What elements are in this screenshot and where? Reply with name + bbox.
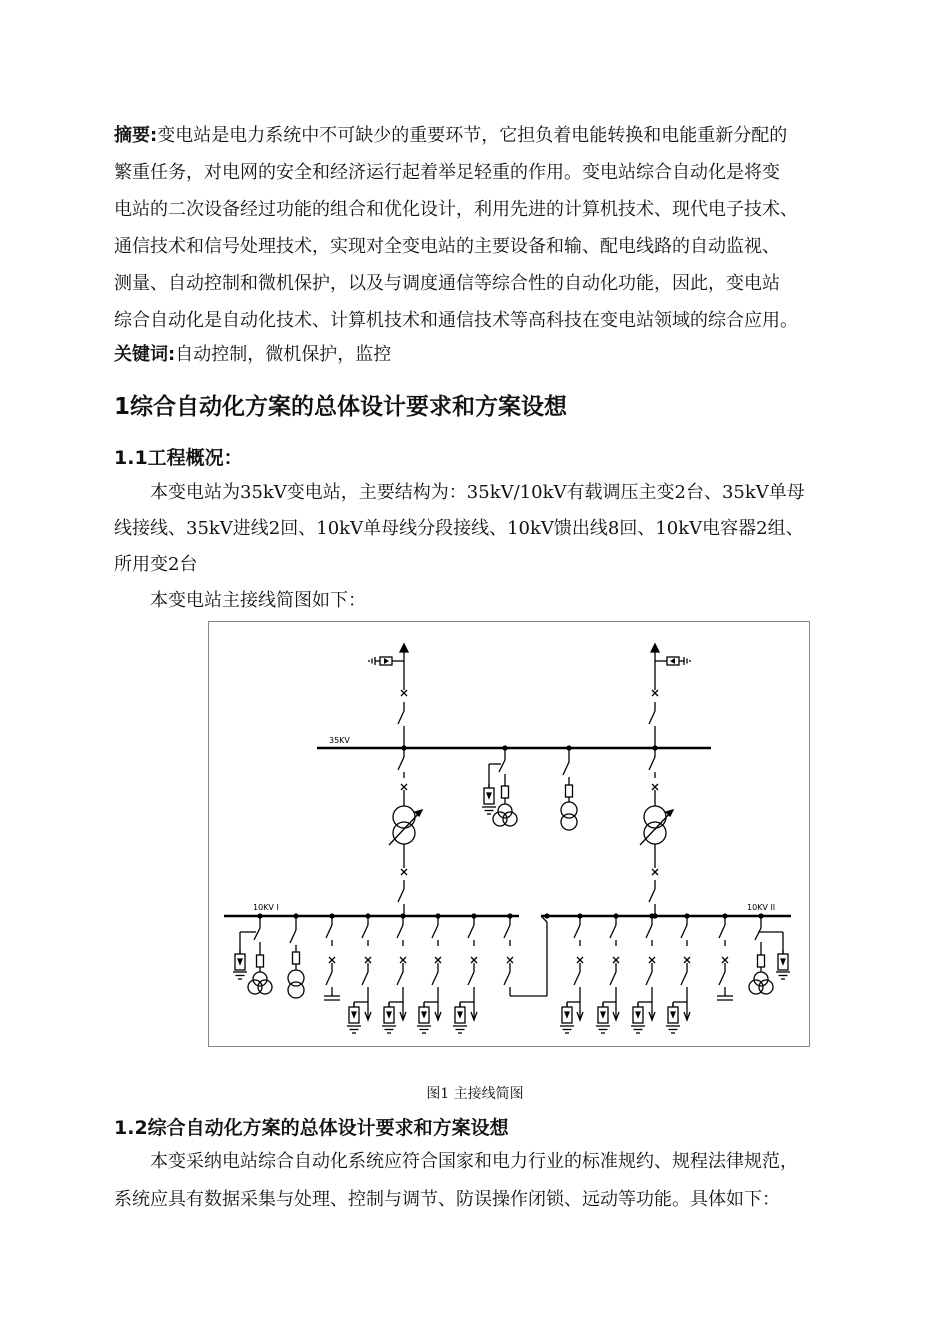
feeder-2 bbox=[382, 916, 406, 1033]
station-transformer-10kv-1 bbox=[288, 916, 304, 998]
abstract bbox=[114, 117, 844, 339]
abstract-label: 摘要: bbox=[114, 125, 158, 146]
label-10kv-1: 10KV I bbox=[253, 903, 279, 912]
body-line: 本变采纳电站综合自动化系统应符合国家和电力行业的标准规约、规程法律规范， bbox=[150, 1151, 798, 1172]
feeder-6 bbox=[596, 916, 619, 1033]
abstract-line: 摘要:变电站是电力系统中不可缺少的重要环节，它担负着电能转换和电能重新分配的 bbox=[114, 125, 788, 146]
pt-35kv bbox=[482, 748, 517, 826]
diagram-intro: 本变电站主接线简图如下： bbox=[150, 590, 366, 611]
body-line: 所用变2台 bbox=[114, 554, 198, 575]
section-1-2-body bbox=[114, 1143, 844, 1219]
body-line: 本变电站为35kV变电站，主要结构为：35kV/10kV有载调压主变2台、35kV单母 bbox=[150, 482, 805, 503]
keywords bbox=[114, 340, 844, 370]
incoming-line-2 bbox=[649, 644, 690, 748]
section-1-1-body bbox=[114, 475, 844, 619]
incoming-line-1 bbox=[369, 644, 408, 748]
section-1-1-title: 1.1工程概况： bbox=[114, 447, 243, 469]
section-1-title: 1综合自动化方案的总体设计要求和方案设想 bbox=[114, 394, 568, 420]
abstract-line: 电站的二次设备经过功能的组合和优化设计，利用先进的计算机技术、现代电子技术、 bbox=[114, 199, 798, 220]
main-transformer-2 bbox=[640, 748, 673, 916]
figure-caption: 图1 主接线简图 bbox=[426, 1086, 524, 1102]
junction-dots bbox=[257, 745, 763, 918]
bus-tie bbox=[504, 916, 547, 996]
abstract-line: 综合自动化是自动化技术、计算机技术和通信技术等高科技在变电站领域的综合应用。 bbox=[114, 310, 798, 331]
capacitor-2 bbox=[717, 916, 733, 1000]
label-35kv: 35KV bbox=[329, 736, 350, 745]
keywords-label: 关键词: bbox=[114, 344, 176, 365]
feeder-4 bbox=[453, 916, 477, 1033]
feeder-7 bbox=[631, 916, 655, 1033]
feeder-8 bbox=[666, 916, 690, 1033]
feeder-3 bbox=[417, 916, 441, 1033]
abstract-line: 测量、自动控制和微机保护，以及与调度通信等综合性的自动化功能，因此，变电站 bbox=[114, 273, 780, 294]
keywords-text: 自动控制，微机保护，监控 bbox=[175, 344, 392, 365]
feeder-5 bbox=[560, 916, 583, 1033]
label-10kv-2: 10KV II bbox=[747, 903, 776, 912]
capacitor-1 bbox=[324, 916, 340, 1000]
wiring-diagram-svg bbox=[209, 622, 809, 1046]
body-line: 系统应具有数据采集与处理、控制与调节、防误操作闭锁、远动等功能。具体如下： bbox=[114, 1189, 780, 1210]
section-1-2-title: 1.2综合自动化方案的总体设计要求和方案设想 bbox=[114, 1117, 509, 1139]
main-transformer-1 bbox=[389, 748, 422, 916]
station-transformer-35kv bbox=[561, 748, 577, 830]
feeder-1 bbox=[347, 916, 371, 1033]
abstract-line: 繁重任务，对电网的安全和经济运行起着举足轻重的作用。变电站综合自动化是将变 bbox=[114, 162, 780, 183]
main-wiring-diagram bbox=[208, 621, 810, 1047]
body-line: 线接线、35kV进线2回、10kV单母线分段接线、10kV馈出线8回、10kV电容器2组、 bbox=[114, 518, 804, 539]
abstract-line: 通信技术和信号处理技术，实现对全变电站的主要设备和输、配电线路的自动监视、 bbox=[114, 236, 780, 257]
pt-10kv-2 bbox=[749, 916, 790, 994]
pt-10kv-1 bbox=[233, 916, 272, 994]
